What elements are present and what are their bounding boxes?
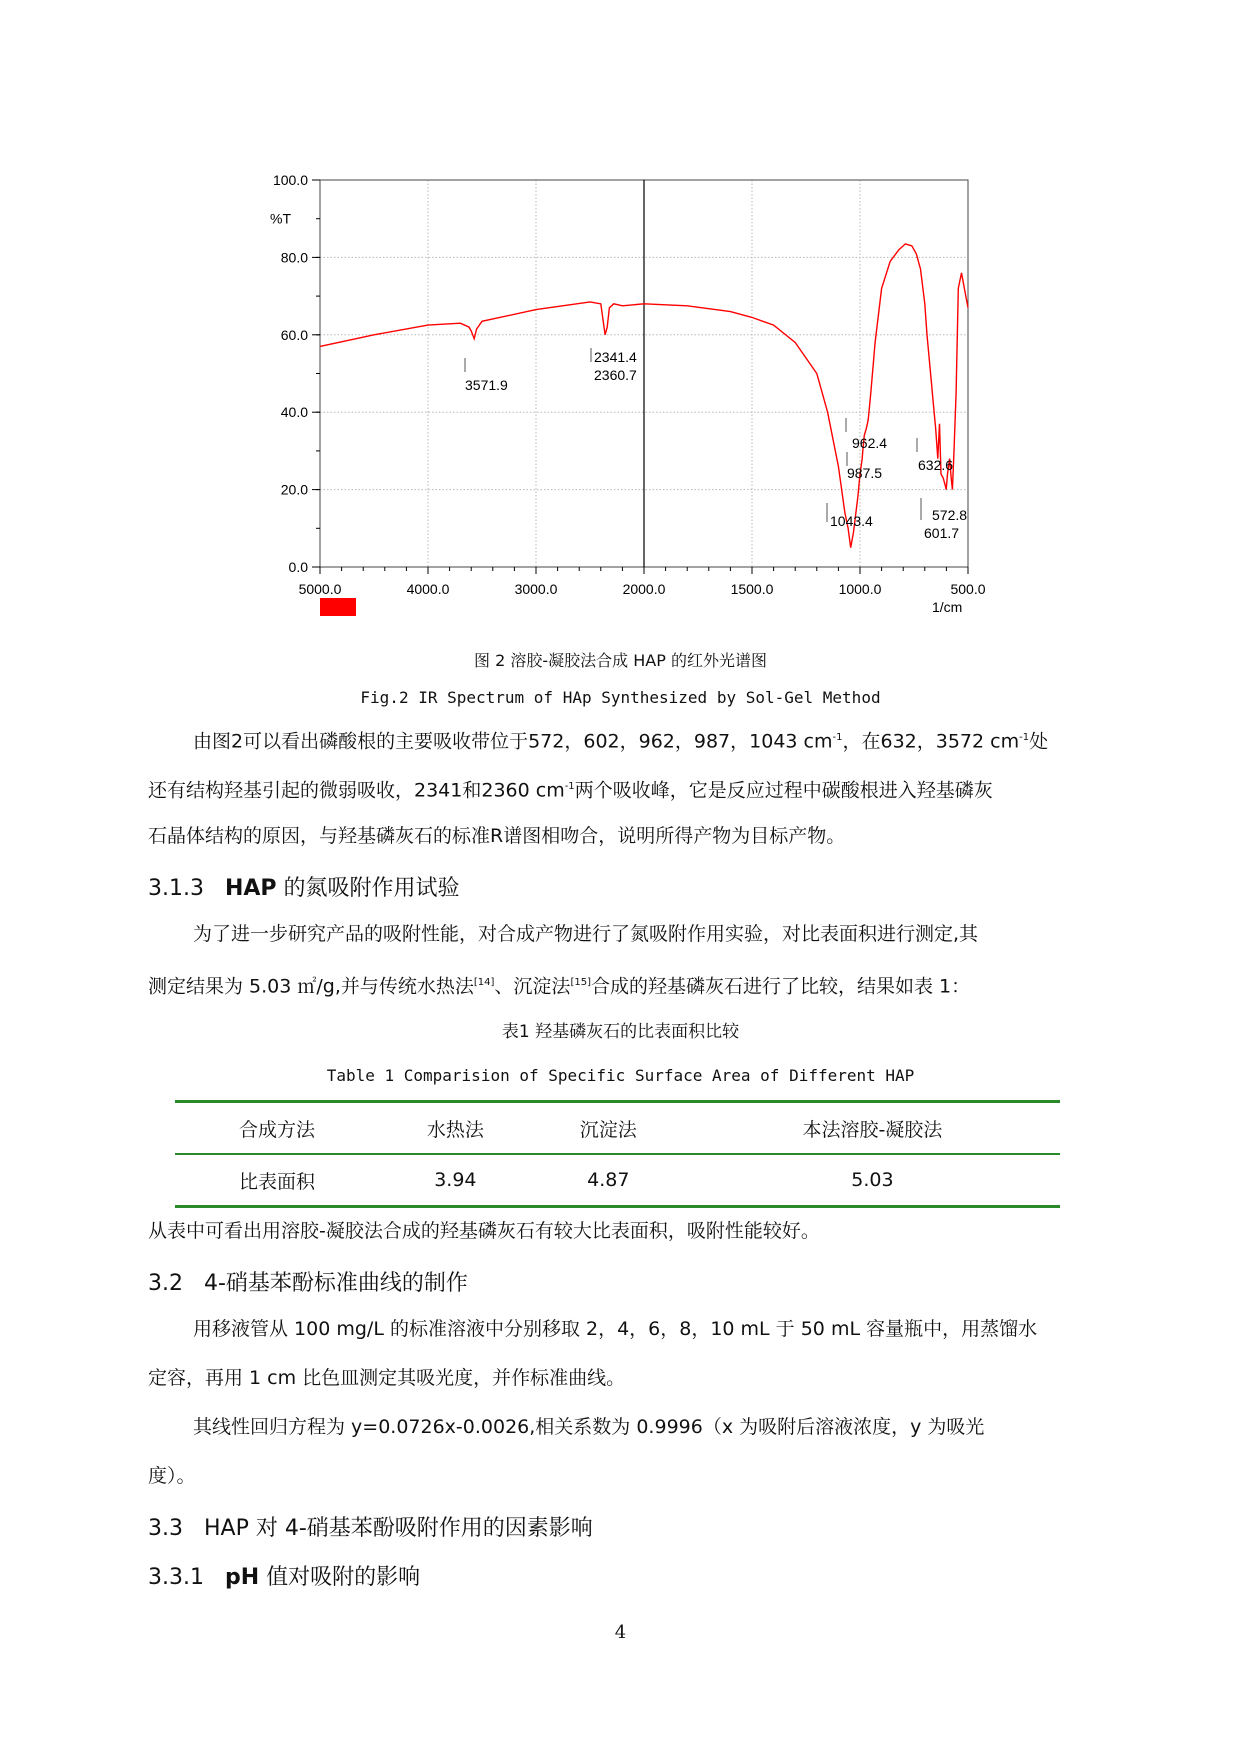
y-tick-label: 80.0 xyxy=(280,249,308,266)
paragraph-1-line-3: 石晶体结构的原因，与羟基磷灰石的标准R谱图相吻合，说明所得产物为目标产物。 xyxy=(148,825,846,847)
paragraph-1-line-1: 由图2可以看出磷酸根的主要吸收带位于572，602，962，987，1043 $cm^{-1}$，在632，3572 $cm^{-1}$处 xyxy=(193,730,1049,753)
section-heading-3-3: 3.3 HAP 对 4-硝基苯酚吸附作用的因素影响 xyxy=(148,1516,593,1541)
peak-label: 2341.4 xyxy=(594,349,637,365)
x-tick-label: 5000.0 xyxy=(298,581,342,597)
y-tick-label: 100.0 xyxy=(272,172,308,188)
legend-swatch xyxy=(320,598,356,616)
ir-spectrum-chart xyxy=(0,0,1241,640)
paragraph-5-line-1: 其线性回归方程为 y=0.0726x-0.0026,相关系数为 0.9996（x 为吸附后溶液浓度，y 为吸光 xyxy=(193,1416,985,1438)
paragraph-2-line-1: 为了进一步研究产品的吸附性能，对合成产物进行了氮吸附作用实验，对比表面积进行测定,其 xyxy=(193,923,979,945)
page-number: 4 xyxy=(614,1622,627,1643)
peak-label: 1043.4 xyxy=(830,513,873,529)
section-heading-3-2: 3.2 4-硝基苯酚标准曲线的制作 xyxy=(148,1271,468,1296)
table-cell: 比表面积 xyxy=(175,1154,379,1207)
paragraph-2-line-2: 测定结果为 5.03 ㎡/g,并与传统水热法[14]、沉淀法[15]合成的羟基磷灰石进行了比较，结果如表 1： xyxy=(148,975,971,998)
peak-label: 572.8 xyxy=(932,507,968,523)
figure-caption-en: Fig.2 IR Spectrum of HAp Synthesized by Sol-Gel Method xyxy=(360,688,881,707)
table-header-cell: 本法溶胶-凝胶法 xyxy=(685,1102,1060,1155)
x-tick-label: 1500.0 xyxy=(730,581,774,597)
x-tick-label: 1000.0 xyxy=(838,581,882,597)
peak-label: 987.5 xyxy=(847,465,883,481)
peak-label: 3571.9 xyxy=(465,377,508,393)
paragraph-4-line-1: 用移液管从 100 mg/L 的标准溶液中分别移取 2，4，6，8，10 mL 于 50 mL 容量瓶中，用蒸馏水 xyxy=(193,1318,1038,1340)
table-header-cell: 合成方法 xyxy=(175,1102,379,1155)
y-tick-label: 20.0 xyxy=(280,481,308,498)
comparison-table xyxy=(175,1100,1060,1208)
table-caption-en: Table 1 Comparision of Specific Surface Area of Different HAP xyxy=(326,1066,915,1085)
paragraph-1-line-2: 还有结构羟基引起的微弱吸收，2341和2360 $cm^{-1}$两个吸收峰，它是反应过程中碳酸根进入羟基磷灰 xyxy=(148,779,993,802)
x-tick-label: 2000.0 xyxy=(622,581,666,597)
peak-label: 962.4 xyxy=(852,435,888,451)
table-row xyxy=(175,1154,1060,1207)
y-tick-label: 0.0 xyxy=(288,559,308,575)
y-tick-label: 40.0 xyxy=(280,404,308,421)
peak-label: 2360.7 xyxy=(594,367,637,383)
x-tick-label: 3000.0 xyxy=(514,581,558,597)
table-header-row xyxy=(175,1102,1060,1155)
figure-caption-cn: 图 2 溶胶-凝胶法合成 HAP 的红外光谱图 xyxy=(474,651,767,670)
table-cell: 3.94 xyxy=(379,1154,532,1207)
x-tick-label: 500.0 xyxy=(950,581,986,597)
y-tick-label: 60.0 xyxy=(280,326,308,343)
paragraph-3: 从表中可看出用溶胶-凝胶法合成的羟基磷灰石有较大比表面积，吸附性能较好。 xyxy=(148,1220,820,1242)
x-axis-unit: 1/cm xyxy=(932,599,963,615)
y-axis-label: %T xyxy=(270,210,291,227)
table-cell: 5.03 xyxy=(685,1154,1060,1207)
section-heading-3-1-3: 3.1.3 HAP 的氮吸附作用试验 xyxy=(148,876,460,901)
paragraph-5-line-2: 度）。 xyxy=(148,1465,196,1487)
table-header-cell: 水热法 xyxy=(379,1102,532,1155)
table-cell: 4.87 xyxy=(532,1154,685,1207)
peak-label: 632.6 xyxy=(918,457,954,473)
peak-label: 601.7 xyxy=(924,525,960,541)
paragraph-4-line-2: 定容，再用 1 cm 比色皿测定其吸光度，并作标准曲线。 xyxy=(148,1367,626,1389)
table-header-cell: 沉淀法 xyxy=(532,1102,685,1155)
x-tick-label: 4000.0 xyxy=(406,581,450,597)
section-heading-3-3-1: 3.3.1 pH 值对吸附的影响 xyxy=(148,1565,421,1590)
table-caption-cn: 表1 羟基磷灰石的比表面积比较 xyxy=(501,1022,740,1042)
